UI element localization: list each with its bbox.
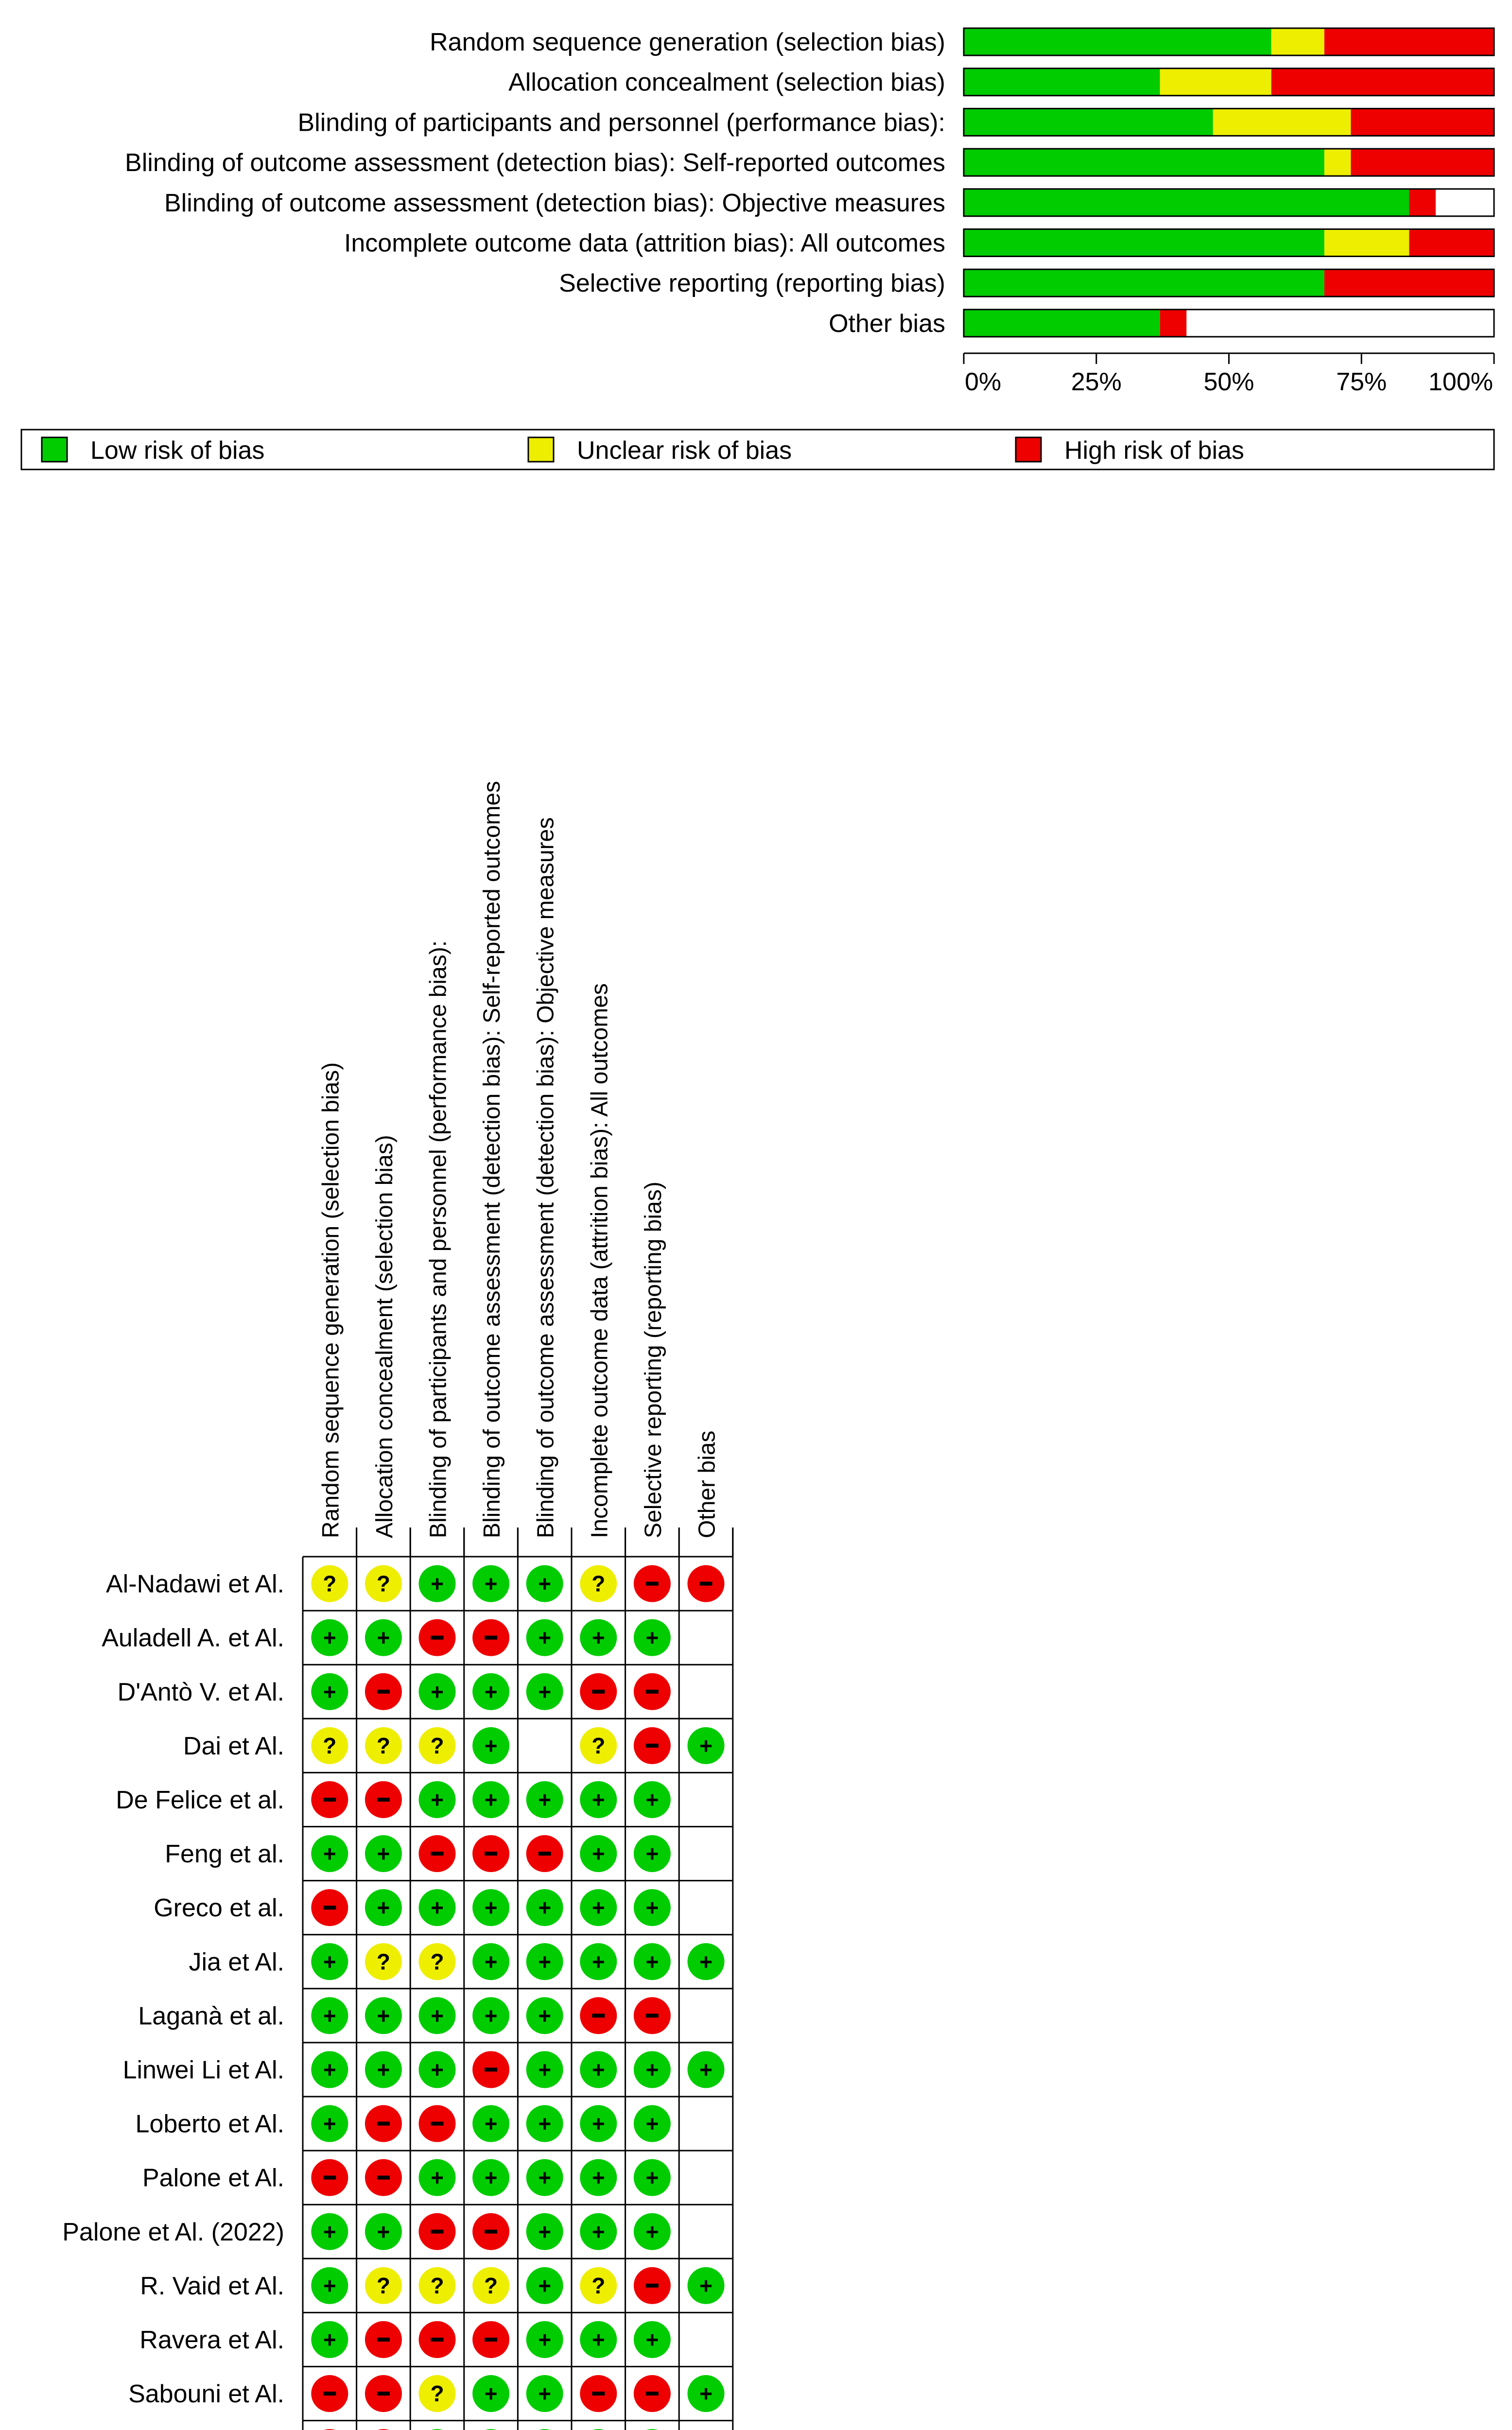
plus-glyph: + (645, 2111, 659, 2136)
plus-glyph: + (323, 2111, 336, 2136)
study-label: Feng et al. (165, 1840, 284, 1869)
study-label: Greco et al. (154, 1894, 284, 1923)
study-label: Loberto et Al. (135, 2110, 284, 2138)
column-header: Selective reporting (reporting bias) (640, 1181, 666, 1538)
plus-glyph: + (645, 1895, 659, 1921)
question-glyph: ? (591, 1733, 606, 1758)
minus-glyph (377, 1798, 390, 1802)
plus-glyph: + (484, 2003, 498, 2029)
column-header: Blinding of participants and personnel (performance bias): (425, 940, 452, 1538)
plus-glyph: + (538, 2381, 552, 2407)
question-glyph: ? (323, 1733, 337, 1758)
plus-glyph: + (591, 2219, 605, 2244)
bar-segment-unclear-risk-of-bias (1271, 28, 1324, 55)
minus-glyph (485, 1636, 497, 1640)
question-glyph: ? (430, 1733, 444, 1758)
plus-glyph: + (538, 1625, 552, 1650)
minus-glyph (646, 1690, 659, 1694)
question-glyph: ? (323, 1571, 337, 1597)
bar-segment-low-risk-of-bias (964, 108, 1213, 136)
plus-glyph: + (699, 2381, 713, 2407)
minus-glyph (323, 2176, 336, 2180)
minus-glyph (485, 2338, 497, 2342)
plus-glyph: + (538, 2057, 552, 2083)
plus-glyph: + (377, 1625, 390, 1650)
plus-glyph: + (484, 1949, 498, 1975)
bar-segment-high-risk-of-bias (1409, 229, 1494, 257)
plus-glyph: + (538, 2219, 552, 2244)
legend-swatch (1016, 437, 1041, 462)
plus-glyph: + (538, 2003, 552, 2029)
plus-glyph: + (645, 2165, 659, 2190)
bar-segment-low-risk-of-bias (964, 310, 1160, 337)
plus-glyph: + (591, 1787, 605, 1812)
x-tick-label: 75% (1336, 367, 1387, 396)
plus-glyph: + (323, 1679, 336, 1704)
legend-label: Unclear risk of bias (577, 436, 792, 465)
bar-segment-low-risk-of-bias (964, 269, 1324, 296)
study-label: Palone et Al. (2022) (62, 2218, 284, 2246)
study-label: R. Vaid et Al. (140, 2272, 284, 2300)
plus-glyph: + (538, 1949, 552, 1975)
study-label: Linwei Li et Al. (122, 2056, 284, 2084)
bar-segment-low-risk-of-bias (964, 149, 1324, 176)
plus-glyph: + (323, 2273, 336, 2298)
minus-glyph (700, 1582, 713, 1586)
minus-glyph (323, 2392, 336, 2395)
column-header: Other bias (694, 1430, 720, 1538)
x-tick-label: 50% (1203, 367, 1254, 396)
risk-of-bias-summary (62, 781, 733, 2430)
minus-glyph (592, 2392, 605, 2395)
plus-glyph: + (431, 1895, 444, 1921)
plus-glyph: + (645, 1787, 659, 1812)
plus-glyph: + (323, 2003, 336, 2029)
question-glyph: ? (430, 2273, 444, 2298)
bar-segment-unclear-risk-of-bias (1324, 229, 1409, 257)
study-label: Laganà et al. (138, 2002, 284, 2031)
minus-glyph (377, 2176, 390, 2180)
plus-glyph: + (484, 1679, 498, 1704)
legend-label: High risk of bias (1064, 436, 1244, 465)
question-glyph: ? (430, 2381, 444, 2407)
minus-glyph (377, 2122, 390, 2126)
plus-glyph: + (591, 1625, 605, 1650)
minus-glyph (592, 1690, 605, 1694)
plus-glyph: + (484, 2111, 498, 2136)
plus-glyph: + (484, 2165, 498, 2190)
bar-category-label: Blinding of participants and personnel (performance bias): (297, 108, 945, 137)
plus-glyph: + (538, 1787, 552, 1812)
bar-segment-unclear-risk-of-bias (1213, 108, 1351, 136)
plus-glyph: + (323, 2326, 336, 2352)
bar-segment-high-risk-of-bias (1351, 108, 1494, 136)
plus-glyph: + (484, 1571, 498, 1597)
minus-glyph (431, 1636, 444, 1640)
column-header: Incomplete outcome data (attrition bias): All outcomes (587, 983, 613, 1538)
plus-glyph: + (377, 2003, 390, 2029)
minus-glyph (377, 1690, 390, 1694)
legend-swatch (42, 437, 67, 462)
plus-glyph: + (538, 1679, 552, 1704)
risk-of-bias-graph (125, 28, 1494, 396)
plus-glyph: + (377, 1895, 390, 1921)
column-header: Allocation concealment (selection bias) (371, 1135, 398, 1538)
column-header: Blinding of outcome assessment (detection bias): Objective measures (533, 817, 559, 1538)
study-label: Ravera et Al. (139, 2326, 284, 2354)
minus-glyph (646, 1744, 659, 1748)
plus-glyph: + (538, 2326, 552, 2352)
study-label: Al-Nadawi et Al. (105, 1570, 284, 1598)
x-tick-label: 25% (1071, 367, 1122, 396)
plus-glyph: + (484, 1895, 498, 1921)
plus-glyph: + (377, 2219, 390, 2244)
plus-glyph: + (591, 2111, 605, 2136)
study-label: Palone et Al. (142, 2164, 284, 2192)
minus-glyph (377, 2338, 390, 2342)
legend-swatch (528, 437, 554, 462)
plus-glyph: + (431, 1571, 444, 1597)
plus-glyph: + (323, 2057, 336, 2083)
plus-glyph: + (323, 1841, 336, 1867)
plus-glyph: + (645, 2057, 659, 2083)
question-glyph: ? (376, 1949, 390, 1975)
minus-glyph (646, 1582, 659, 1586)
legend (21, 430, 1494, 469)
bar-segment-high-risk-of-bias (1351, 149, 1494, 176)
plus-glyph: + (323, 2219, 336, 2244)
bar-segment-low-risk-of-bias (964, 28, 1271, 55)
minus-glyph (485, 2067, 497, 2071)
minus-glyph (323, 1906, 336, 1909)
minus-glyph (431, 1852, 444, 1856)
plus-glyph: + (699, 2057, 713, 2083)
minus-glyph (485, 1852, 497, 1856)
bar-category-label: Other bias (829, 309, 945, 338)
plus-glyph: + (645, 1625, 659, 1650)
question-glyph: ? (591, 1571, 606, 1597)
legend-label: Low risk of bias (90, 436, 265, 465)
question-glyph: ? (484, 2273, 498, 2298)
bar-segment-unclear-risk-of-bias (1160, 69, 1271, 96)
bar-category-label: Blinding of outcome assessment (detection bias): Objective measures (164, 189, 945, 217)
plus-glyph: + (538, 2165, 552, 2190)
question-glyph: ? (376, 1733, 390, 1758)
plus-glyph: + (645, 2326, 659, 2352)
plus-glyph: + (591, 2326, 605, 2352)
minus-glyph (539, 1852, 551, 1856)
plus-glyph: + (484, 1787, 498, 1812)
plus-glyph: + (538, 1895, 552, 1921)
plus-glyph: + (323, 1625, 336, 1650)
study-label: D'Antò V. et Al. (117, 1678, 284, 1706)
bar-segment-high-risk-of-bias (1271, 69, 1494, 96)
question-glyph: ? (430, 1949, 444, 1975)
column-header: Random sequence generation (selection bias) (318, 1062, 344, 1538)
study-label: Dai et Al. (183, 1732, 284, 1760)
bar-segment-high-risk-of-bias (1324, 269, 1494, 296)
plus-glyph: + (431, 1787, 444, 1812)
minus-glyph (431, 2122, 444, 2126)
plus-glyph: + (323, 1949, 336, 1975)
plus-glyph: + (431, 2057, 444, 2083)
bar-category-label: Incomplete outcome data (attrition bias): All outcomes (344, 229, 945, 258)
minus-glyph (646, 2284, 659, 2288)
bar-segment-low-risk-of-bias (964, 229, 1324, 257)
bar-segment-low-risk-of-bias (964, 69, 1160, 96)
study-label: De Felice et al. (116, 1786, 284, 1814)
plus-glyph: + (538, 1571, 552, 1597)
bar-segment-high-risk-of-bias (1324, 28, 1494, 55)
bar-category-label: Random sequence generation (selection bias) (430, 28, 945, 56)
plus-glyph: + (591, 1949, 605, 1975)
plus-glyph: + (431, 1679, 444, 1704)
bar-segment-high-risk-of-bias (1160, 310, 1187, 337)
bar-segment-low-risk-of-bias (964, 189, 1409, 216)
plus-glyph: + (591, 2165, 605, 2190)
minus-glyph (377, 2392, 390, 2395)
minus-glyph (431, 2230, 444, 2234)
question-glyph: ? (591, 2273, 606, 2298)
plus-glyph: + (591, 1841, 605, 1867)
plus-glyph: + (484, 1733, 498, 1758)
plus-glyph: + (645, 1949, 659, 1975)
plus-glyph: + (645, 2219, 659, 2244)
plus-glyph: + (431, 2165, 444, 2190)
plus-glyph: + (699, 1949, 713, 1975)
study-label: Auladell A. et Al. (102, 1624, 284, 1652)
question-glyph: ? (376, 2273, 390, 2298)
plus-glyph: + (377, 1841, 390, 1867)
bar-category-label: Allocation concealment (selection bias) (508, 68, 945, 97)
plus-glyph: + (538, 2273, 552, 2298)
plus-glyph: + (699, 1733, 713, 1758)
plus-glyph: + (645, 1841, 659, 1867)
minus-glyph (646, 2392, 659, 2395)
bar-category-label: Selective reporting (reporting bias) (559, 269, 945, 298)
plus-glyph: + (538, 2111, 552, 2136)
plus-glyph: + (377, 2057, 390, 2083)
minus-glyph (646, 2013, 659, 2017)
bar-segment-high-risk-of-bias (1409, 189, 1436, 216)
plus-glyph: + (699, 2273, 713, 2298)
x-tick-label: 100% (1428, 367, 1493, 396)
study-label: Jia et Al. (189, 1948, 284, 1977)
bar-category-label: Blinding of outcome assessment (detection bias): Self-reported outcomes (125, 149, 945, 177)
plus-glyph: + (591, 2057, 605, 2083)
x-tick-label: 0% (965, 367, 1002, 396)
study-label: Sabouni et Al. (128, 2380, 284, 2409)
plus-glyph: + (484, 2381, 498, 2407)
minus-glyph (592, 2013, 605, 2017)
column-header: Blinding of outcome assessment (detection bias): Self-reported outcomes (479, 781, 505, 1538)
bar-segment-unclear-risk-of-bias (1324, 149, 1351, 176)
minus-glyph (323, 1798, 336, 1802)
minus-glyph (431, 2338, 444, 2342)
question-glyph: ? (376, 1571, 390, 1597)
minus-glyph (485, 2230, 497, 2234)
plus-glyph: + (591, 1895, 605, 1921)
plus-glyph: + (431, 2003, 444, 2029)
